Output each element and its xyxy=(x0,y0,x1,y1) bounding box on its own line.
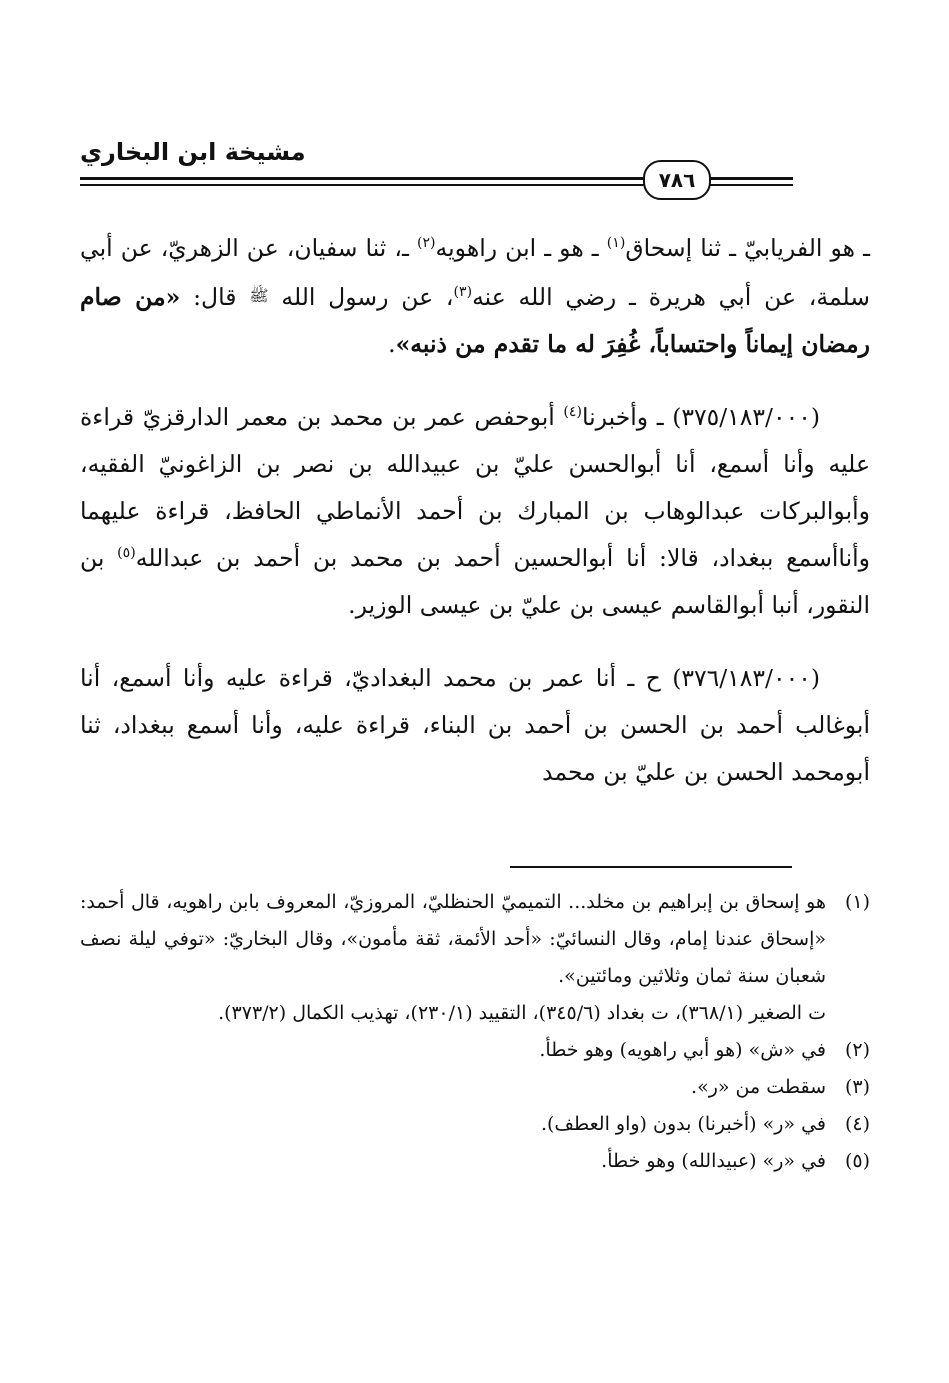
main-text xyxy=(80,225,870,822)
footnote-5 xyxy=(80,1143,870,1180)
footnote-separator xyxy=(510,866,792,868)
paragraph-1 xyxy=(80,225,870,368)
footnote-2 xyxy=(80,1032,870,1069)
text-run: ـ هو الفريابيّ ـ ثنا إسحاق xyxy=(625,234,870,262)
footnote-3 xyxy=(80,1069,870,1106)
footnote-text: سقطت من «ر». xyxy=(691,1076,826,1098)
text-run: ، عن رسول الله xyxy=(268,283,454,311)
footnotes xyxy=(80,884,870,1180)
running-title: مشيخة ابن البخاري xyxy=(80,138,306,166)
text-run: (٣٧٥/١٨٣/٠٠٠) ـ وأخبرنا xyxy=(581,403,820,431)
footnote-4 xyxy=(80,1106,870,1143)
footnote-sources: ت الصغير (٣٦٨/١)، ت بغداد (٣٤٥/٦)، التقييد (٢٣٠/١)، تهذيب الكمال (٣٧٣/٢). xyxy=(218,1002,826,1024)
page-number: ٧٨٦ xyxy=(643,160,711,200)
header-rule-left xyxy=(80,177,646,180)
footnote-ref-3: (٣) xyxy=(453,284,473,301)
footnote-body xyxy=(80,884,826,1032)
footnote-text: في «ش» (هو أبي راهويه) وهو خطأ. xyxy=(539,1039,826,1061)
footnote-1 xyxy=(80,884,870,1032)
footnote-ref-2: (٢) xyxy=(416,235,436,252)
text-run: قال: xyxy=(180,283,250,311)
footnote-number: (٤) xyxy=(844,1113,870,1135)
header-rule-right xyxy=(705,177,793,180)
footnote-number: (٣) xyxy=(844,1076,870,1098)
footnote-number: (١) xyxy=(844,891,870,913)
footnote-number: (٢) xyxy=(844,1039,870,1061)
hadith-text: «من صام رمضان إيماناً واحتساباً، غُفِرَ له ما تقدم من ذنبه» xyxy=(80,283,870,358)
footnote-number: (٥) xyxy=(844,1150,870,1172)
footnote-text: هو إسحاق بن إبراهيم بن مخلد... التميميّ الحنظليّ، المروزيّ، المعروف بابن راهويه، قال أحمد: «إسحاق عندنا إمام، وقال النسائيّ: «أحد الأئمة، ثقة مأمون»، وقال البخاريّ: «توفي ليلة نصف شعبان سنة ثمان وثلاثين ومائتين». xyxy=(80,891,826,987)
header-rule-right-thin xyxy=(705,184,793,186)
salla-ligature: ﷺ xyxy=(249,286,269,305)
footnote-ref-4: (٤) xyxy=(563,404,582,421)
footnote-ref-5: (٥) xyxy=(117,545,136,562)
text-run: ـ، ثنا سفيان، عن الزهريّ، عن أبي سلمة، عن أبي هريرة ـ رضي الله عنه xyxy=(80,234,870,311)
footnote-text: في «ر» (عبيدالله) وهو خطأ. xyxy=(601,1150,826,1172)
paragraph-2 xyxy=(80,394,870,629)
text-run: بن النقور، أنبا أبوالقاسم عيسى بن عليّ بن عيسى الوزير. xyxy=(80,544,870,619)
text-run: ـ هو ـ ابن راهويه xyxy=(435,234,607,262)
footnote-text: في «ر» (أخبرنا) بدون (واو العطف). xyxy=(540,1113,826,1135)
paragraph-3: (٣٧٦/١٨٣/٠٠٠) ح ـ أنا عمر بن محمد البغداديّ، قراءة عليه وأنا أسمع، أنا أبوغالب أحمد بن الحسن بن أحمد بن البناء، قراءة عليه، وأنا أسمع ببغداد، ثنا أبومحمد الحسن بن عليّ بن محمد xyxy=(80,664,870,786)
footnote-ref-1: (١) xyxy=(606,235,626,252)
header-rule-left-thin xyxy=(80,184,646,186)
text-run: . xyxy=(388,330,396,358)
text-run: أبوحفص عمر بن محمد بن معمر الدارقزيّ قراءة عليه وأنا أسمع، أنا أبوالحسن عليّ بن عبيدالله بن نصر بن الزاغونيّ الفقيه، وأبوالبركات عبدالوهاب بن المبارك بن أحمد الأنماطي الحافظ، قراءة عليهما وأناأسمع ببغداد، قالا: أنا أبوالحسين أحمد بن محمد بن أحمد بن عبدالله xyxy=(80,403,870,572)
